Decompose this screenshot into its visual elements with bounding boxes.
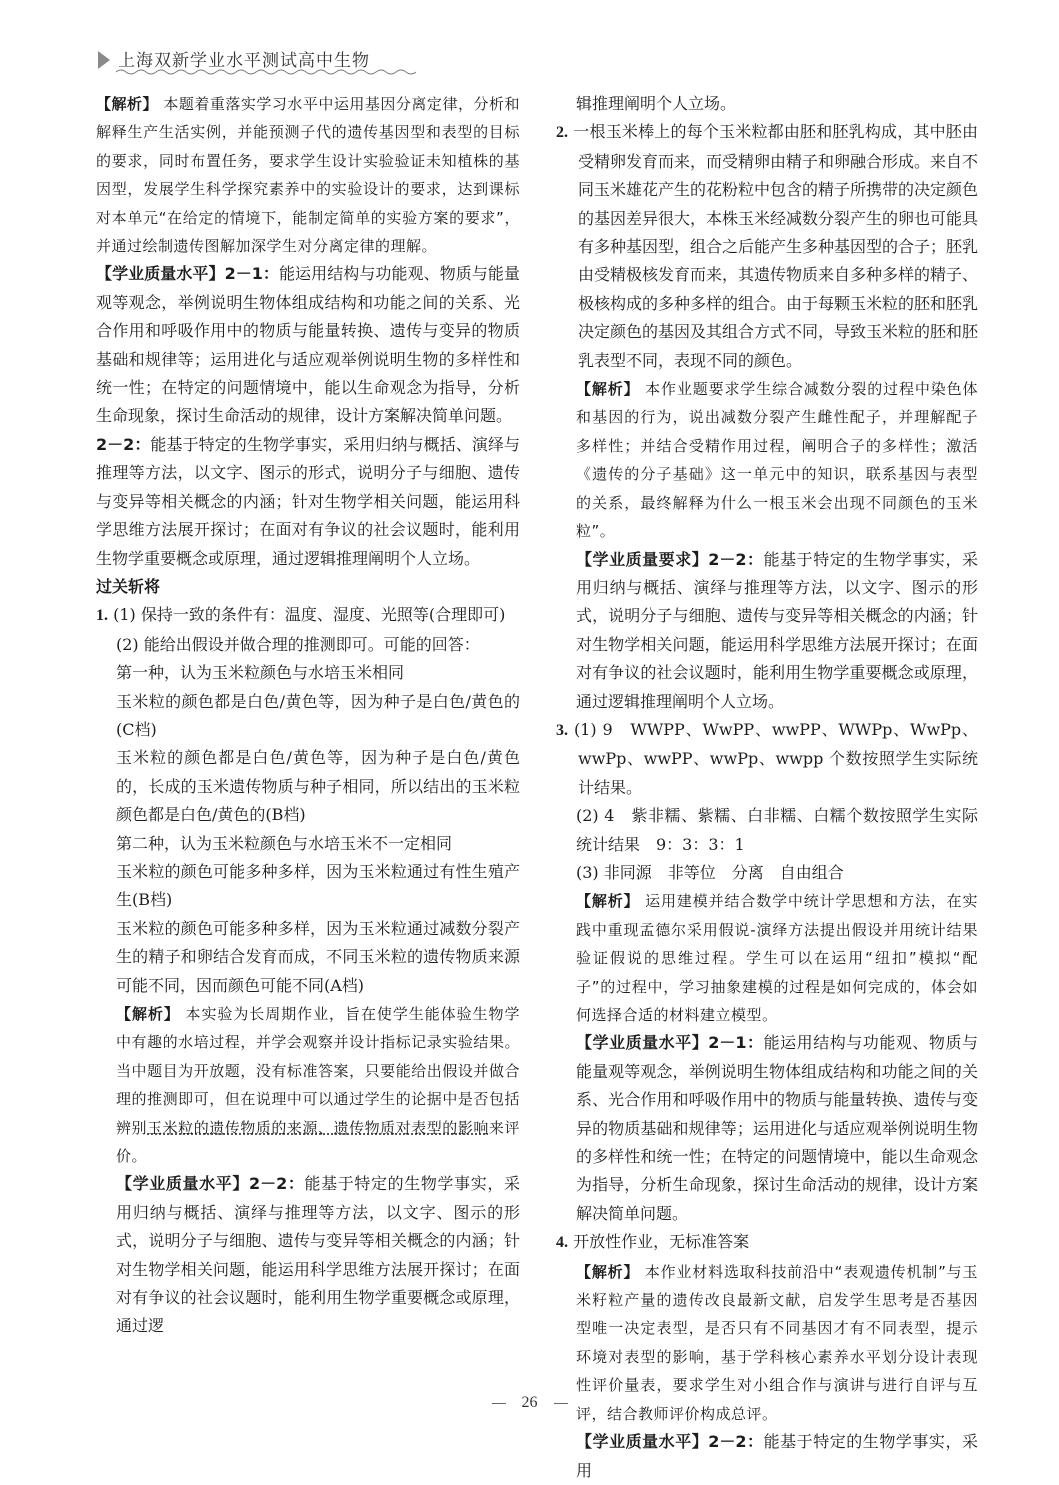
section-heading: 过关斩将 <box>96 576 161 596</box>
triangle-marker-icon <box>98 51 110 69</box>
continued-line: 辑推理阐明个人立场。 <box>576 94 737 113</box>
dash-decoration <box>492 1403 506 1404</box>
wavy-underline <box>116 68 416 76</box>
quality-level-paragraph <box>556 1428 978 1485</box>
answer-line: 玉米粒的颜色可能多种多样，因为玉米粒通过有性生殖产生(B档) <box>116 861 520 910</box>
quality-level-tag: 【学业质量水平】2－2： <box>576 1432 764 1452</box>
quality-requirement-tag: 【学业质量要求】2－2： <box>576 549 764 569</box>
left-column <box>96 90 520 1341</box>
question-number: 4. <box>556 1234 568 1252</box>
quality-level-text: 能运用结构与功能观、物质与能量观等观念，举例说明生物体组成结构和功能之间的关系、光合作用和呼吸作用中的物质与能量转换、遗传与变异的物质基础和规律等；运用进化与适应观举例说明生物的多样性和统一性；在特定的问题情境中，能以生命观念为指导，分析生命现象，探讨生命活动的规律，设计方案解决简单问题。 <box>96 264 520 426</box>
analysis-text: 运用建模并结合数学中统计学思想和方法，在实践中重现孟德尔采用假说-演绎方法提出假设并用统计结果验证假说的思维过程。学生可以在运用“纽扣”模拟“配子”的过程中，学习抽象建模的过程是如何完成的，体会如何选择合适的材料建立模型。 <box>576 892 978 1024</box>
quality-level-tag: 【学业质量水平】2－1： <box>96 264 279 284</box>
analysis-text: 本作业材料选取科技前沿中“表观遗传机制”与玉米籽粒产量的遗传改良最新文献，启发学生思考是否基因型唯一决定表型，是否只有不同基因才有不同表型，提示环境对表型的影响，基于学科核心素养水平划分设计表现性评价量表，要求学生对小组合作与演讲与进行自评与互评，结合教师评价构成总评。 <box>576 1262 978 1423</box>
question-2 <box>556 118 978 375</box>
answer-line: 玉米粒的颜色可能多种多样，因为玉米粒通过减数分裂产生的精子和卵结合发育而成，不同玉米粒的遗传物质来源可能不同，因而颜色可能不同(A档) <box>116 918 520 995</box>
quality-level-paragraph <box>556 1029 978 1228</box>
quality-level-text: 能基于特定的生物学事实，采用归纳与概括、演绎与推理等方法，以文字、图示的形式，说明分子与细胞、遗传与变异等相关概念的内涵；针对生物学相关问题，能运用科学思维方法展开探讨；在面对有争议的社会议题时，能利用生物学重要概念或原理，通过逻 <box>116 1174 520 1336</box>
question-number: 3. <box>556 721 568 739</box>
analysis-text: 本作业题要求学生综合减数分裂的过程中染色体和基因的行为，说出减数分裂产生雌性配子，并理解配子多样性；并结合受精作用过程，阐明合子的多样性；激活《遗传的分子基础》这一单元中的知识，联系基因与表型的关系，最终解释为什么一根玉米会出现不同颜色的玉米粒”。 <box>576 380 978 541</box>
analysis-tag: 【解析】 <box>96 95 159 113</box>
quality-requirement-paragraph <box>556 546 978 716</box>
analysis-text: 本实验为长周期作业，旨在使学生能体验生物学中有趣的水培过程，并学会观察并设计指标记录实验结果。当中题目为开放题，没有标准答案，只要能给出假设并做合理的推测即可，但在说理中可以通过学生的论据中是否包括辨别 <box>116 1005 520 1137</box>
quality-level-paragraph-2 <box>96 431 520 573</box>
answer-line: (1) 9 WWPP、WwPP、wwPP、WWPp、WwPp、wwPp、wwPP、wwPp、wwpp 个数按照学生实际统计结果。 <box>573 719 978 797</box>
running-header <box>96 46 416 76</box>
emphasized-text: 玉米粒的遗传物质的来源、遗传物质对表型的影响 <box>147 1118 489 1137</box>
quality-level-tag: 【学业质量水平】2－2： <box>116 1174 305 1194</box>
analysis-tag: 【解析】 <box>576 380 640 399</box>
analysis-paragraph <box>556 887 978 1029</box>
analysis-tag: 【解析】 <box>576 1262 640 1281</box>
answer-line: (2) 能给出假设并做合理的推测即可。可能的回答： <box>116 634 480 654</box>
quality-level-tag: 【学业质量水平】2－1： <box>576 1033 764 1053</box>
quality-level-paragraph <box>96 1170 520 1340</box>
analysis-tag: 【解析】 <box>576 892 640 911</box>
page-footer <box>0 1394 1059 1412</box>
right-column <box>556 90 978 1485</box>
answer-line: 第二种，认为玉米粒颜色与水培玉米不一定相同 <box>116 833 453 853</box>
header-title: 上海双新学业水平测试高中生物 <box>118 51 370 71</box>
question-number: 2. <box>556 124 568 142</box>
analysis-text: 本题着重落实学习水平中运用基因分离定律，分析和解释生产生活实例，并能预测子代的遗传基因型和表型的目标的要求，同时布置任务，要求学生设计实验验证未知植株的基因型，发展学生科学探究素养中的实验设计的要求，达到课标对本单元“在给定的情境下，能制定简单的实验方案的要求”，并通过绘制遗传图解加深学生对分离定律的理解。 <box>96 95 520 256</box>
answer-line: 玉米粒的颜色都是白色/黄色等，因为种子是白色/黄色的(C档) <box>116 691 520 739</box>
answer-line: (3) 非同源 非等位 分离 自由组合 <box>576 862 844 882</box>
page-number: 26 <box>521 1394 538 1411</box>
analysis-paragraph <box>96 1000 520 1170</box>
analysis-paragraph <box>556 375 978 545</box>
answer-text: 一根玉米棒上的每个玉米粒都由胚和胚乳构成，其中胚由受精卵发育而来，而受精卵由精子和卵融合形成。来自不同玉米雄花产生的花粉粒中包含的精子所携带的决定颜色的基因差异很大，本株玉米经减数分裂产生的卵也可能具有多种基因型，组合之后能产生多种基因型的合子；胚乳由受精极核发育而来，其遗传物质来自多种多样的精子、极核构成的多种多样的组合。由于每颗玉米粒的胚和胚乳决定颜色的基因及其组合方式不同，导致玉米粒的胚和胚乳表型不同，表现不同的颜色。 <box>573 122 979 370</box>
answer-line: 玉米粒的颜色都是白色/黄色等，因为种子是白色/黄色的，长成的玉米遗传物质与种子相同，所以结出的玉米粒颜色都是白色/黄色的(B档) <box>116 748 520 825</box>
quality-level-text-2: 能基于特定的生物学事实，采用归纳与概括、演绎与推理等方法，以文字、图示的形式，说明分子与细胞、遗传与变异等相关概念的内涵；针对生物学相关问题，能运用科学思维方法展开探讨；在面对有争议的社会议题时，能利用生物学重要概念或原理，通过逻辑推理阐明个人立场。 <box>96 434 520 568</box>
quality-level-paragraph <box>96 260 520 430</box>
analysis-tag: 【解析】 <box>116 1005 180 1023</box>
answer-line: (2) 4 紫非糯、紫糯、白非糯、白糯个数按照学生实际统计结果 9：3：3：1 <box>576 806 978 854</box>
quality-level-text: 能运用结构与功能观、物质与能量观等观念，举例说明生物体组成结构和功能之间的关系、光合作用和呼吸作用中的物质与能量转换、遗传与变异的物质基础和规律等；运用进化与适应观举例说明生物的多样性和统一性；在特定的问题情境中，能以生命观念为指导，分析生命现象，探讨生命活动的规律，设计方案解决简单问题。 <box>576 1033 978 1223</box>
question-number: 1. <box>96 607 108 625</box>
quality-requirement-text: 能基于特定的生物学事实，采用归纳与概括、演绎与推理等方法，以文字、图示的形式，说明分子与细胞、遗传与变异等相关概念的内涵；针对生物学相关问题，能运用科学思维方法展开探讨；在面对有争议的社会议题时，能利用生物学重要概念或原理，通过逻辑推理阐明个人立场。 <box>576 549 978 711</box>
answer-text: 开放性作业，无标准答案 <box>573 1232 750 1252</box>
analysis-text: 来评价。 <box>116 1118 520 1166</box>
answer-line: (1) 保持一致的条件有：温度、湿度、光照等(合理即可) <box>113 605 506 625</box>
question-3 <box>556 716 978 802</box>
dash-decoration <box>554 1403 568 1404</box>
quality-level-tag-2: 2－2： <box>96 434 151 454</box>
answer-line: 第一种，认为玉米粒颜色与水培玉米相同 <box>116 663 405 683</box>
quality-level-text: 能基于特定的生物学事实，采用 <box>576 1432 978 1480</box>
question-4 <box>556 1228 978 1257</box>
question-1 <box>96 601 520 630</box>
analysis-paragraph <box>96 90 520 260</box>
